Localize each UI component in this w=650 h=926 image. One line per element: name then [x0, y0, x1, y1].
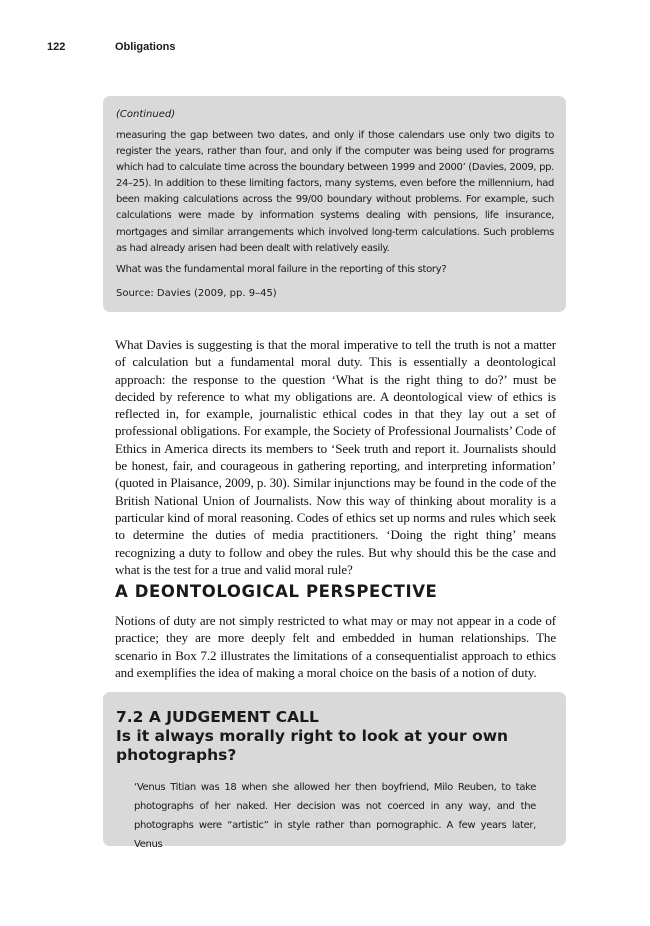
box-number-title: 7.2 A JUDGEMENT CALL — [116, 708, 319, 726]
body-paragraph-2: Notions of duty are not simply restricted to what may or may not appear in a code of practice; they are more deeply felt and embedded in human relationships. The scenario in Box 7.2 illustrates the limitations of a consequentialist approach to ethics and exemplifies the idea of making a moral choice on the basis of a notion of duty. — [115, 613, 556, 680]
page-number: 122 — [47, 41, 66, 53]
section-heading: A DEONTOLOGICAL PERSPECTIVE — [115, 582, 438, 601]
judgement-box-heading — [116, 708, 566, 765]
chapter-title: Obligations — [115, 41, 176, 53]
judgement-box-quote: ‘Venus Titian was 18 when she allowed her then boyfriend, Milo Reuben, to take photographs of her naked. Her decision was not coerced in any way, and the photographs were “artistic” in style rather than pornographic. A few years later, Venus — [134, 782, 536, 850]
continued-label: (Continued) — [116, 109, 176, 120]
source-citation: Source: Davies (2009, pp. 9–45) — [116, 287, 277, 299]
box-question-title: Is it always morally right to look at your own photographs? — [116, 727, 509, 764]
body-paragraph-1: What Davies is suggesting is that the moral imperative to tell the truth is not a matter of calculation but a fundamental moral duty. This is essentially a deontological approach: the response to the question ‘What is the right thing to do?’ must be decided by reference to what my obligations are. A deontological view of ethics is reflected in, for example, journalistic ethical codes in that they lay out a set of professional obligations. For example, the Society of Professional Journalists’ Code of Ethics in America directs its members to ‘Seek truth and report it. Journalists should be honest, fair, and courageous in gathering reporting, and interpreting information’ (quoted in Plaisance, 2009, p. 30). Similar injunctions may be found in the code of the British National Union of Journalists. Now this way of thinking about morality is a particular kind of moral reasoning. Codes of ethics set up norms and rules which seek to determine the duties of media practitioners. ‘Doing the right thing’ means recognizing a duty to follow and obey the rules. But why should this be the case and what is the test for a true and valid moral rule? — [115, 337, 556, 577]
judgement-call-box — [103, 692, 566, 850]
continued-box — [103, 96, 566, 312]
continued-box-paragraph: measuring the gap between two dates, and only if those calendars use only two digits to register the years, rather than four, and only if the computer was being used for programs which had to calculate time across the boundary between 1999 and 2000’ (Davies, 2009, pp. 24–25). In addition to these limiting factors, many systems, even before the millennium, had been making calculations across the 99/00 boundary without problems. For example, such calculations were made by information systems dealing with pensions, life insurance, mortgages and similar arrangements which involved long-term calculations. Such problems as had already arisen had been dealt with relatively easily. — [116, 130, 554, 254]
discussion-question: What was the fundamental moral failure in the reporting of this story? — [116, 263, 447, 275]
